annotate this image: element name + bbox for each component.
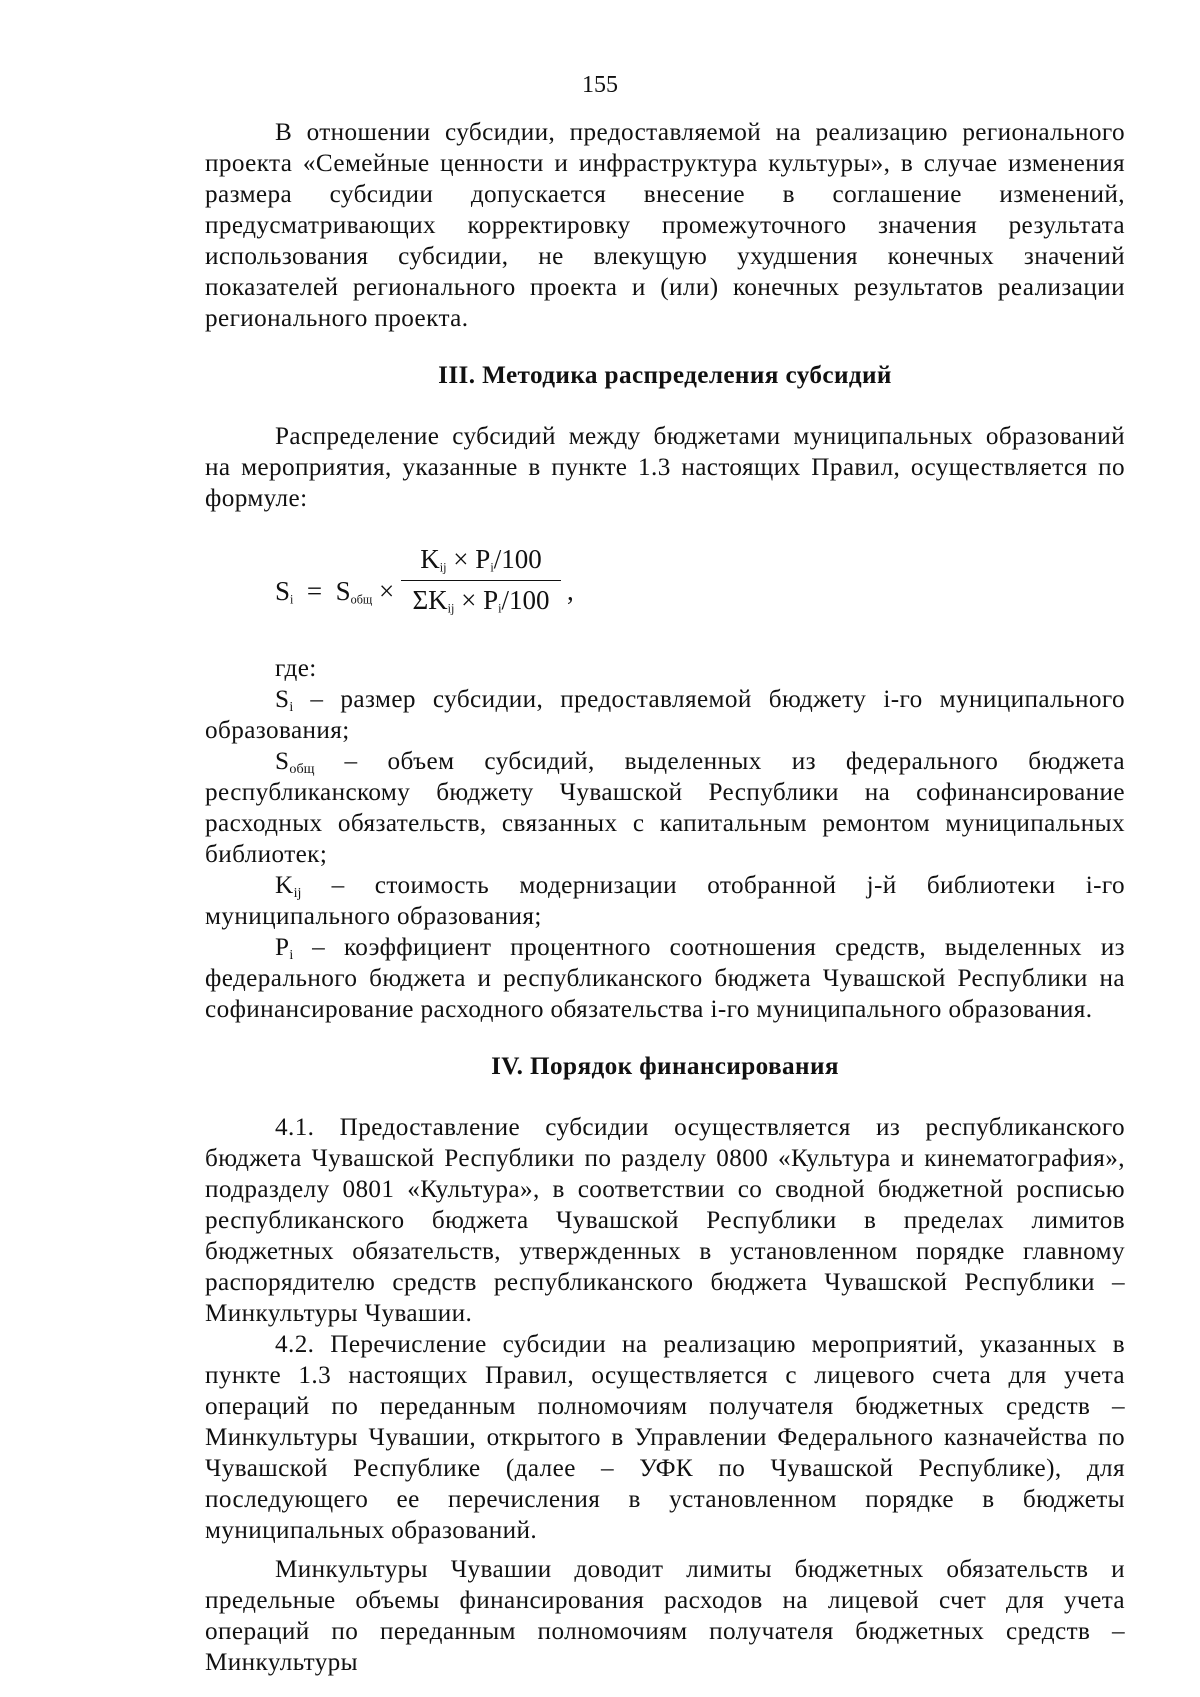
- paragraph-subsidy-change: В отношении субсидии, предоставляемой на реализацию регионального проекта «Семейные ценности и инфраструктура культуры», в случае изменения размера субсидии допускается внесение в соглашение изменений, предусматривающих корректировку промежуточного значения результата использования субсидии, не влекущую ухудшения конечных значений показателей регионального проекта и (или) конечных результатов реализации регионального проекта.: [205, 119, 1125, 332]
- definition-pi: $P_i$ – коэффициент процентного соотношения средств, выделенных из федерального бюджета и республиканского бюджета Чувашской Республики на софинансирование расходного обязательства i-го муниципального образования.: [205, 934, 1125, 1023]
- document-body: [205, 117, 1125, 1678]
- formula-comma: ,: [567, 576, 574, 606]
- formula-numerator: $K_{ij} \times P_i/100$: [420, 544, 542, 575]
- paragraph-4-1: 4.1. Предоставление субсидии осуществляется из республиканского бюджета Чувашской Республики по разделу 0800 «Культура и кинематография», подразделу 0801 «Культура», в соответствии со сводной бюджетной росписью республиканского бюджета Чувашской Республики в пределах лимитов бюджетных обязательств, утвержденных в установленном порядке главному распорядителю средств республиканского бюджета Чувашской Республики – Минкультуры Чувашии.: [205, 1114, 1125, 1327]
- definition-sobsch: $S_{общ}$ – объем субсидий, выделенных из федерального бюджета республиканскому бюджету Чувашской Республики на софинансирование расходных обязательств, связанных с капитальным ремонтом муниципальных библиотек;: [205, 748, 1125, 868]
- paragraph-4-2: 4.2. Перечисление субсидии на реализацию мероприятий, указанных в пункте 1.3 настоящих Правил, осуществляется с лицевого счета для учета операций по переданным полномочиям получателя бюджетных средств – Минкультуры Чувашии, открытого в Управлении Федерального казначейства по Чувашской Республике (далее – УФК по Чувашской Республике), для последующего ее перечисления в установленном порядке в бюджеты муниципальных образований.: [205, 1331, 1125, 1544]
- fraction-bar: [401, 580, 561, 581]
- formula-denominator: $\Sigma K_{ij} \times P_i/100$: [412, 585, 550, 616]
- section-heading-financing: IV. Порядок финансирования: [491, 1053, 839, 1080]
- distribution-formula: [205, 542, 1125, 647]
- paragraph-distribution-intro: Распределение субсидий между бюджетами муниципальных образований на мероприятия, указанные в пункте 1.3 настоящих Правил, осуществляется по формуле:: [205, 423, 1125, 512]
- definition-kij: $K_{ij}$ – стоимость модернизации отобранной j-й библиотеки i-го муниципального образования;: [205, 872, 1125, 930]
- formula-lhs: $S_i = S_{общ}$ ×: [275, 576, 395, 607]
- where-label: где:: [275, 655, 317, 682]
- page-number: 155: [582, 72, 618, 98]
- definition-si: $S_i$ – размер субсидии, предоставляемой бюджету i-го муниципального образования;: [205, 686, 1125, 744]
- paragraph-limits: Минкультуры Чувашии доводит лимиты бюджетных обязательств и предельные объемы финансирования расходов на лицевой счет для учета операций по переданным полномочиям получателя бюджетных средств – Минкультуры: [205, 1556, 1125, 1676]
- formula-fraction: [401, 542, 561, 617]
- section-heading-methodology: III. Методика распределения субсидий: [438, 362, 892, 389]
